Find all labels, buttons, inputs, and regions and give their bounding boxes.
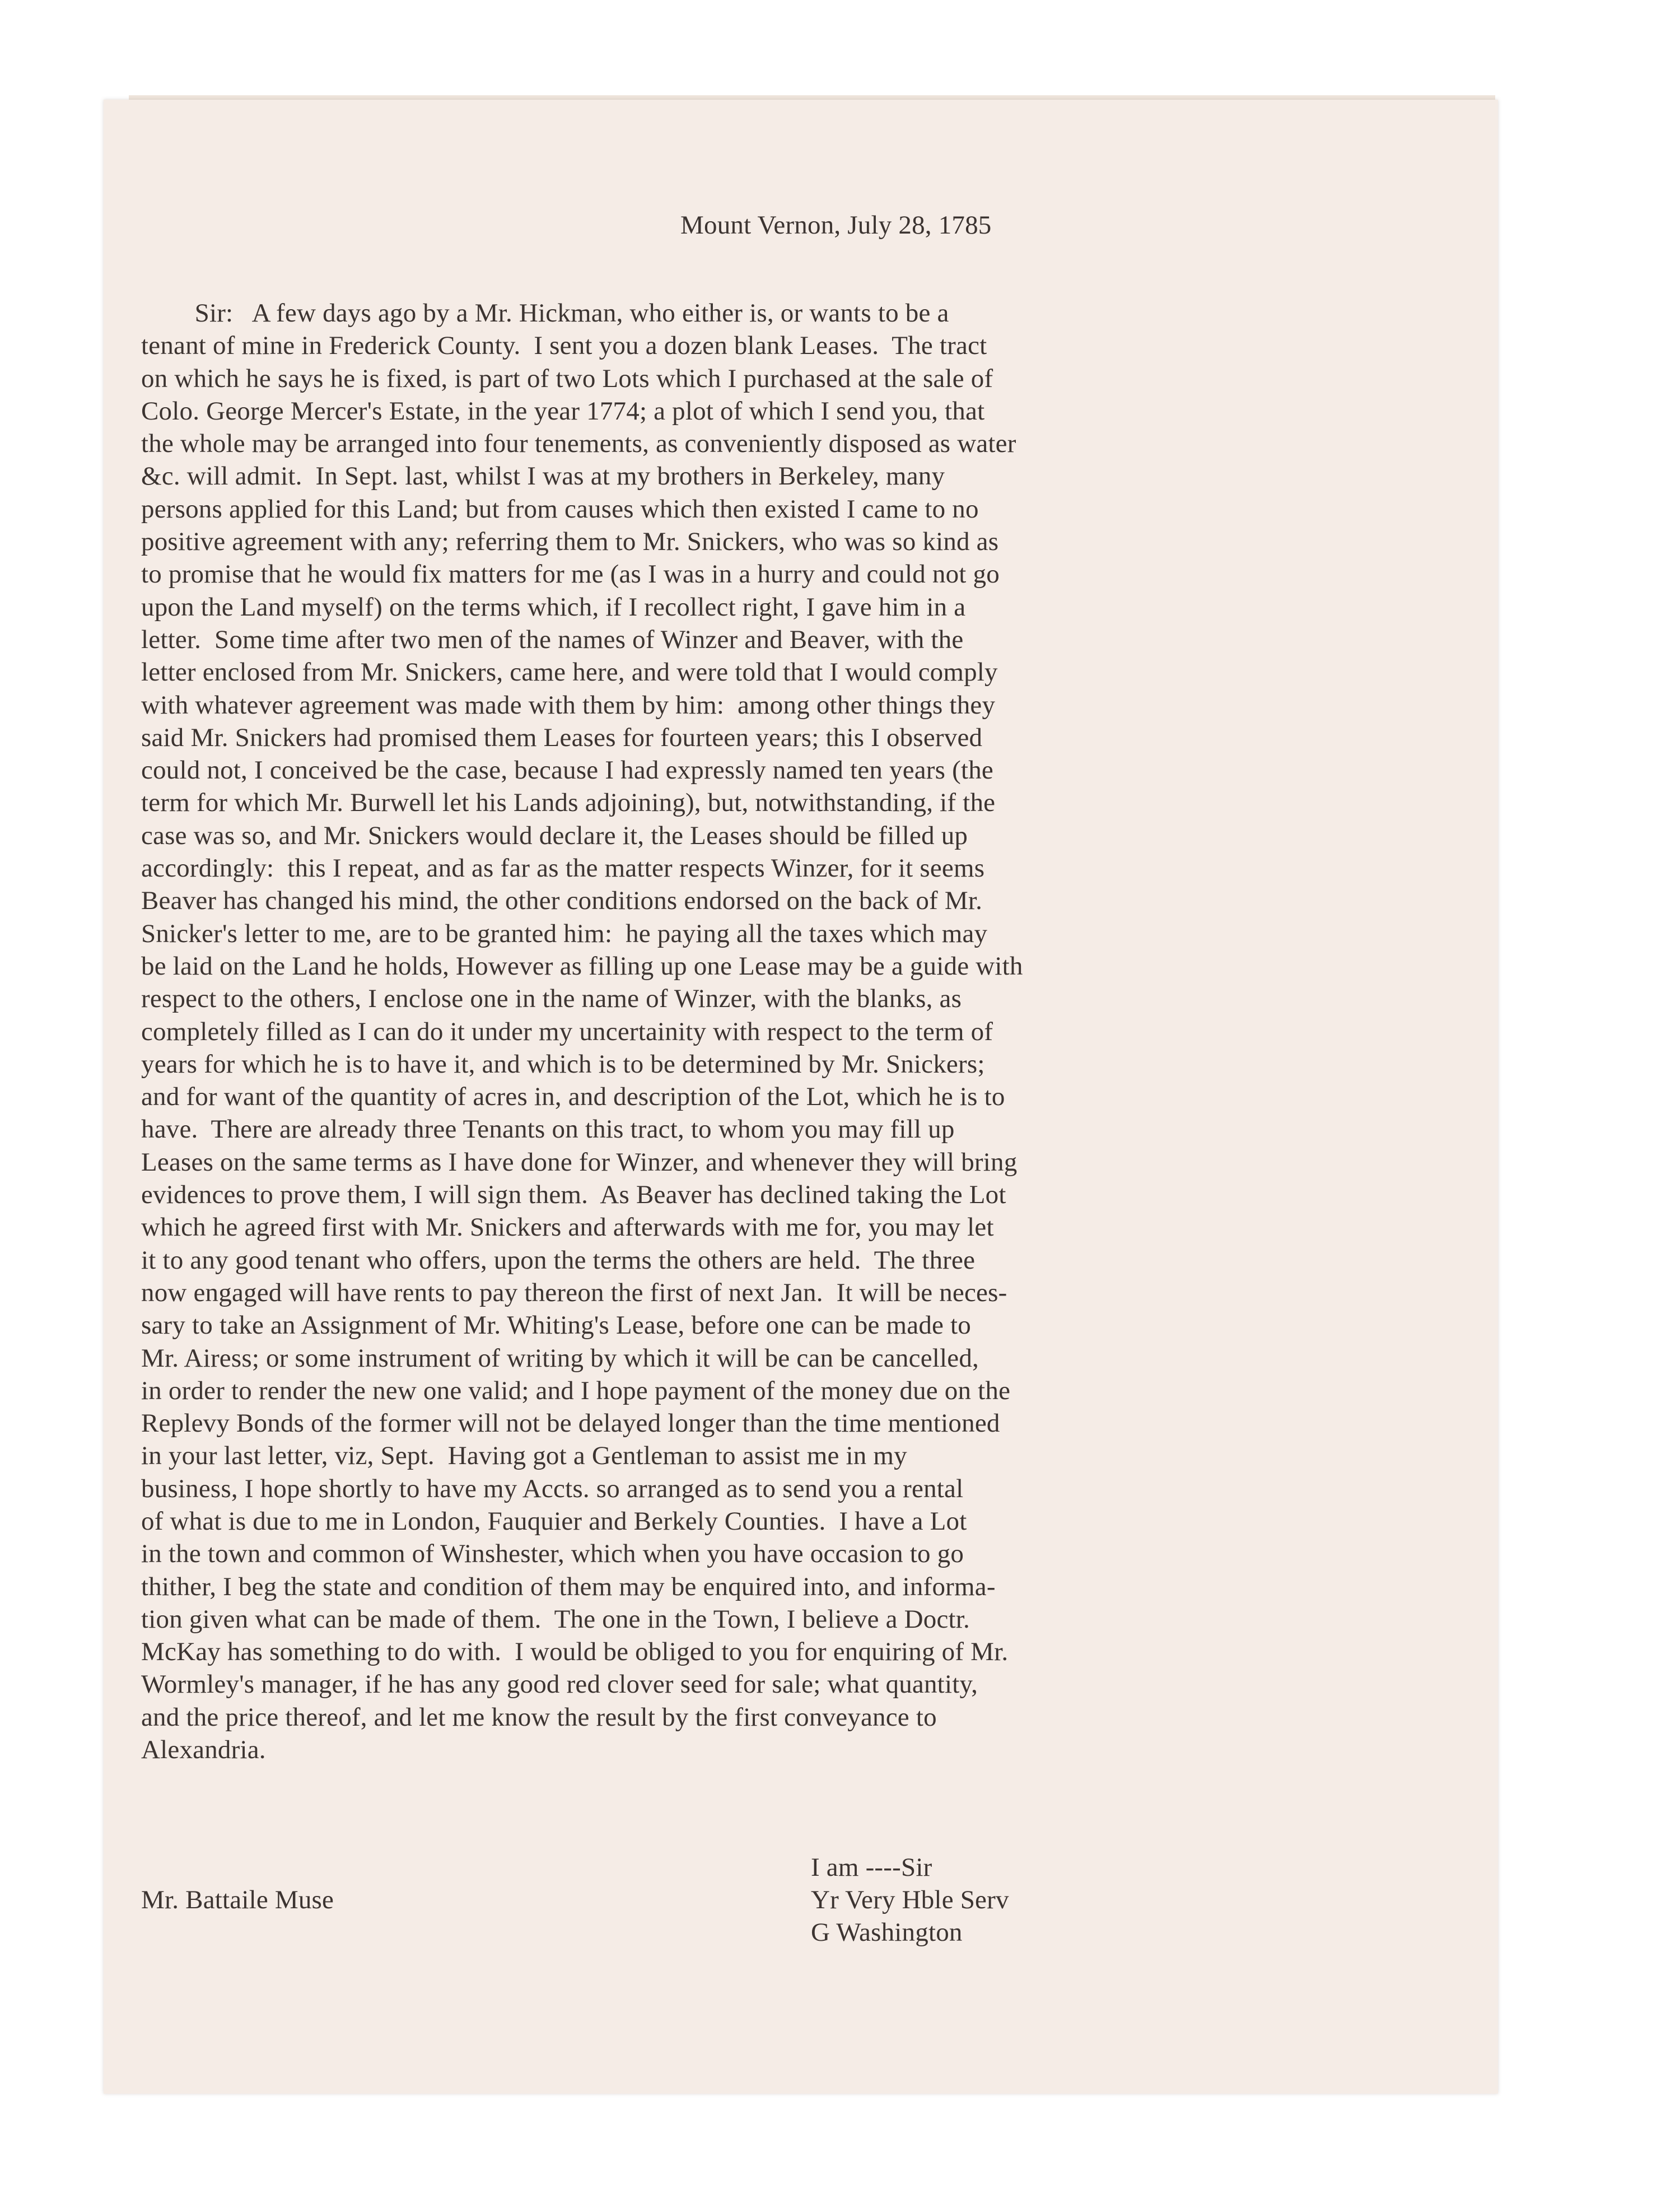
letter-body-line: Wormley's manager, if he has any good red clover seed for sale; what quantity, — [141, 1670, 978, 1699]
letter-body-line: letter enclosed from Mr. Snickers, came here, and were told that I would comply — [141, 658, 998, 687]
letter-body-line: term for which Mr. Burwell let his Lands adjoining), but, notwithstanding, if the — [141, 788, 996, 818]
letter-body-line: upon the Land myself) on the terms which, if I recollect right, I gave him in a — [141, 592, 966, 622]
letter-body-line: in the town and common of Winshester, which when you have occasion to go — [141, 1539, 964, 1569]
letter-body-line: and for want of the quantity of acres in, and description of the Lot, which he is to — [141, 1082, 1005, 1112]
letter-body-line: letter. Some time after two men of the names of Winzer and Beaver, with the — [141, 625, 964, 654]
letter-body-line: tenant of mine in Frederick County. I sent you a dozen blank Leases. The tract — [141, 331, 987, 361]
letter-dateline: Mount Vernon, July 28, 1785 — [680, 211, 992, 240]
letter-body-line: of what is due to me in London, Fauquier and Berkely Counties. I have a Lot — [141, 1506, 967, 1536]
closing-salutation: I am ----Sir — [811, 1853, 932, 1882]
closing-signature: G Washington — [811, 1918, 963, 1947]
letter-body-line: to promise that he would fix matters for me (as I was in a hurry and could not go — [141, 560, 1000, 589]
letter-body-line: Snicker's letter to me, are to be granted him: he paying all the taxes which may — [141, 919, 988, 948]
letter-body-line: sary to take an Assignment of Mr. Whiting's Lease, before one can be made to — [141, 1311, 971, 1340]
letter-body-line: tion given what can be made of them. The one in the Town, I believe a Doctr. — [141, 1604, 970, 1634]
letter-body-line: with whatever agreement was made with them by him: among other things they — [141, 690, 996, 720]
letter-body-line: McKay has something to do with. I would be obliged to you for enquiring of Mr. — [141, 1637, 1009, 1667]
letter-body-line: thither, I beg the state and condition of them may be enquired into, and informa- — [141, 1572, 996, 1601]
letter-body-line: the whole may be arranged into four tenements, as conveniently disposed as water — [141, 429, 1016, 459]
letter-body-line: which he agreed first with Mr. Snickers and afterwards with me for, you may let — [141, 1213, 994, 1242]
letter-body-line: case was so, and Mr. Snickers would declare it, the Leases should be filled up — [141, 821, 968, 850]
letter-body-line: Sir: A few days ago by a Mr. Hickman, who either is, or wants to be a — [141, 299, 949, 328]
letter-body-line: positive agreement with any; referring them to Mr. Snickers, who was so kind as — [141, 527, 999, 557]
letter-body-line: Replevy Bonds of the former will not be delayed longer than the time mentioned — [141, 1409, 1000, 1438]
letter-body-line: accordingly: this I repeat, and as far as the matter respects Winzer, for it seems — [141, 854, 985, 883]
letter-body-line: in your last letter, viz, Sept. Having got a Gentleman to assist me in my — [141, 1441, 907, 1471]
letter-body-line: now engaged will have rents to pay thereon the first of next Jan. It will be neces- — [141, 1278, 1007, 1307]
letter-body-line: Beaver has changed his mind, the other conditions endorsed on the back of Mr. — [141, 886, 983, 916]
letter-body-line: Leases on the same terms as I have done for Winzer, and whenever they will bring — [141, 1147, 1018, 1177]
letter-body-line: said Mr. Snickers had promised them Leases for fourteen years; this I observed — [141, 723, 983, 752]
letter-body-line: respect to the others, I enclose one in the name of Winzer, with the blanks, as — [141, 984, 962, 1014]
letter-body-line: in order to render the new one valid; and I hope payment of the money due on the — [141, 1376, 1011, 1405]
letter-body-line: Alexandria. — [141, 1735, 266, 1765]
letter-body-line: on which he says he is fixed, is part of two Lots which I purchased at the sale of — [141, 364, 993, 393]
letter-body-line: be laid on the Land he holds, However as filling up one Lease may be a guide with — [141, 951, 1023, 981]
letter-closing — [811, 1851, 1009, 1949]
closing-valediction: Yr Very Hble Serv — [811, 1885, 1009, 1914]
letter-body-line: have. There are already three Tenants on this tract, to whom you may fill up — [141, 1115, 955, 1144]
letter-body-line: persons applied for this Land; but from causes which then existed I came to no — [141, 494, 979, 524]
letter-body-line: Colo. George Mercer's Estate, in the year 1774; a plot of which I send you, that — [141, 396, 985, 426]
letter-body-line: and the price thereof, and let me know the result by the first conveyance to — [141, 1702, 937, 1732]
letter-body-line: completely filled as I can do it under my uncertainity with respect to the term of — [141, 1017, 993, 1046]
letter-body-line: business, I hope shortly to have my Accts. so arranged as to send you a rental — [141, 1474, 964, 1503]
letter-body-line: years for which he is to have it, and which is to be determined by Mr. Snickers; — [141, 1049, 985, 1079]
letter-body — [141, 297, 1356, 1766]
letter-body-line: it to any good tenant who offers, upon the terms the others are held. The three — [141, 1245, 976, 1275]
letter-body-line: could not, I conceived be the case, because I had expressly named ten years (the — [141, 756, 993, 785]
letter-body-line: evidences to prove them, I will sign them. As Beaver has declined taking the Lot — [141, 1180, 1006, 1210]
letter-body-line: Mr. Airess; or some instrument of writing by which it will be can be cancelled, — [141, 1343, 979, 1373]
letter-addressee: Mr. Battaile Muse — [141, 1885, 334, 1914]
letter-body-line: &c. will admit. In Sept. last, whilst I was at my brothers in Berkeley, many — [141, 462, 945, 491]
